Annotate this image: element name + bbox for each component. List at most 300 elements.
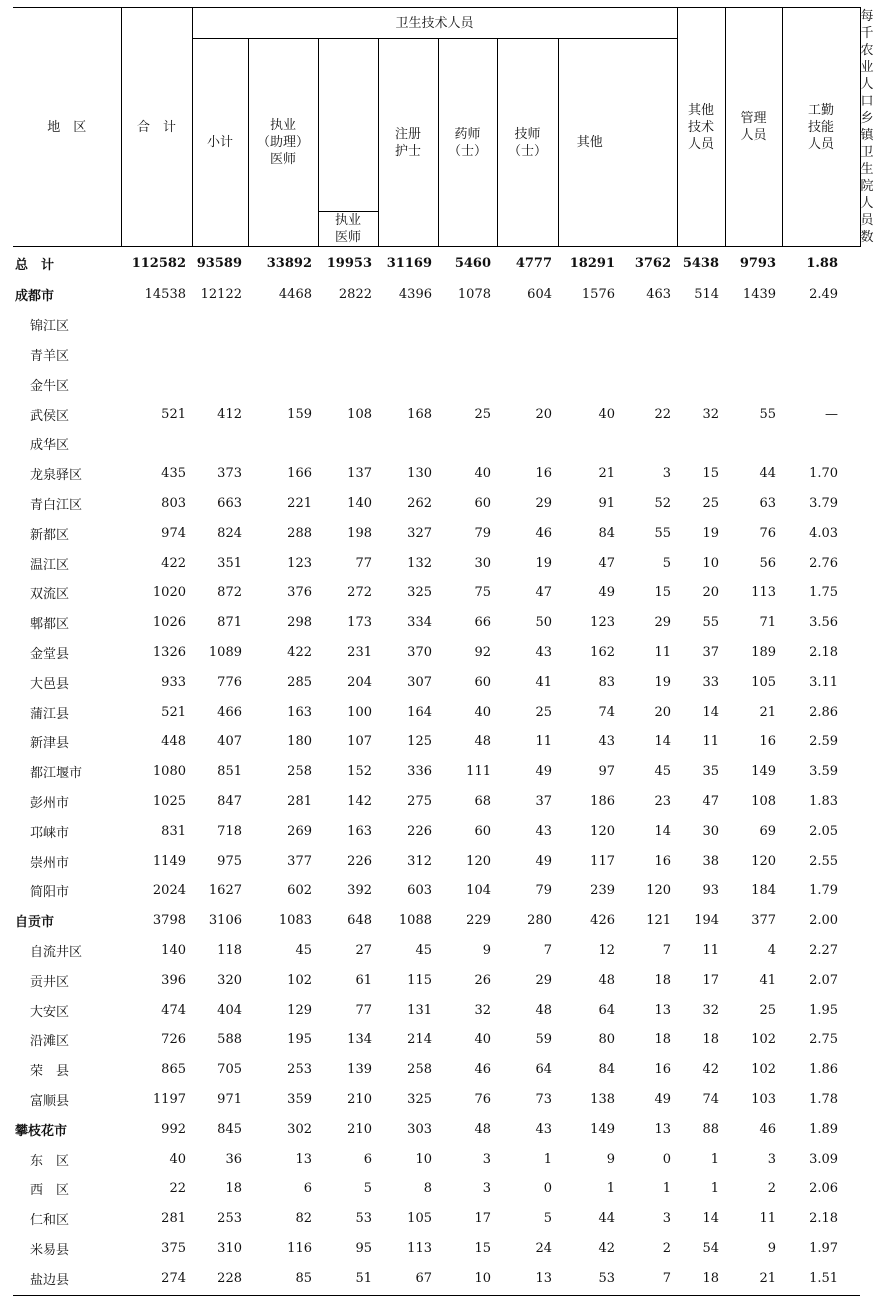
cell-value: 45 xyxy=(295,942,312,958)
cell-value: 18 xyxy=(702,1270,720,1286)
cell-value: 6 xyxy=(303,1181,312,1197)
cell-value: 11 xyxy=(535,734,552,750)
cell-value: 48 xyxy=(474,734,491,750)
region-name: 沿滩区 xyxy=(30,1034,70,1050)
cell-value: 422 xyxy=(161,555,186,571)
cell-value: 48 xyxy=(474,1121,491,1137)
cell-value: 10 xyxy=(415,1151,432,1167)
cell-value: 803 xyxy=(161,495,186,511)
region-name: 西 区 xyxy=(30,1183,70,1199)
cell-value: 2024 xyxy=(152,883,186,899)
cell-value: 298 xyxy=(287,615,312,631)
cell-value: 325 xyxy=(407,1091,432,1107)
cell-value: 82 xyxy=(295,1211,312,1227)
cell-value xyxy=(378,429,438,459)
cell-value: 107 xyxy=(347,734,372,750)
cell-value: 37 xyxy=(535,793,552,809)
cell-value: 85 xyxy=(295,1270,312,1286)
cell-value: 25 xyxy=(759,1002,777,1018)
region-name: 郫都区 xyxy=(30,617,70,633)
cell-value: 24 xyxy=(535,1240,552,1256)
cell-value: 55 xyxy=(654,525,672,541)
cell-value: 162 xyxy=(590,644,615,660)
cell-value: 123 xyxy=(287,555,312,571)
cell-value: 102 xyxy=(751,1032,777,1048)
cell-value: 13 xyxy=(295,1151,312,1167)
cell-value: 95 xyxy=(355,1240,372,1256)
cell-value: 73 xyxy=(535,1091,552,1107)
cell-value: 17 xyxy=(474,1211,491,1227)
cell-value xyxy=(677,310,725,340)
cell-value: 27 xyxy=(355,942,372,958)
cell-value xyxy=(438,340,497,370)
cell-value: 7 xyxy=(662,1270,672,1286)
cell-value: 845 xyxy=(217,1121,242,1137)
table-body xyxy=(13,247,860,1294)
cell-value: 20 xyxy=(535,406,552,422)
cell-value xyxy=(318,369,378,399)
district-row xyxy=(13,1025,860,1055)
cell-value: 29 xyxy=(535,495,552,511)
cell-value: 288 xyxy=(287,525,312,541)
cell-value: 718 xyxy=(217,823,242,839)
cell-value: 166 xyxy=(287,466,312,482)
cell-value: 115 xyxy=(407,972,432,988)
cell-value: 407 xyxy=(217,734,242,750)
region-name: 温江区 xyxy=(30,557,70,573)
cell-value: 2822 xyxy=(338,287,372,303)
cell-value: 239 xyxy=(590,883,615,899)
cell-value: 404 xyxy=(217,1002,242,1018)
cell-value: 872 xyxy=(217,585,242,601)
cell-value: 118 xyxy=(217,942,242,958)
cell-value: 521 xyxy=(161,704,186,720)
region-name: 盐边县 xyxy=(30,1272,70,1288)
cell-value: 3 xyxy=(767,1151,777,1167)
region-name: 荣 县 xyxy=(30,1064,70,1080)
cell-value: 32 xyxy=(702,406,720,422)
cell-value: 21 xyxy=(759,1270,777,1286)
cell-value: 992 xyxy=(161,1121,186,1137)
cell-value: 14 xyxy=(654,734,672,750)
cell-value: 15 xyxy=(702,466,720,482)
cell-value: 42 xyxy=(598,1240,615,1256)
cell-value: 49 xyxy=(654,1091,672,1107)
cell-value: 49 xyxy=(535,853,552,869)
cell-value xyxy=(248,310,318,340)
cell-value: 56 xyxy=(759,555,777,571)
cell-value xyxy=(558,340,621,370)
cell-value xyxy=(677,369,725,399)
cell-value: 1020 xyxy=(152,585,186,601)
district-row xyxy=(13,518,860,548)
cell-value xyxy=(725,310,782,340)
cell-value: 130 xyxy=(407,466,432,482)
header-subtotal: 小计 xyxy=(192,39,248,247)
cell-value: 1 xyxy=(710,1151,720,1167)
header-pharmacist: 药师 （士） xyxy=(438,39,497,247)
cell-value: 138 xyxy=(590,1091,615,1107)
cell-value: 79 xyxy=(535,883,552,899)
cell-value: 164 xyxy=(407,704,432,720)
cell-value: 108 xyxy=(751,793,777,809)
cell-value: 426 xyxy=(590,913,615,929)
district-row xyxy=(13,548,860,578)
cell-value: 66 xyxy=(474,615,491,631)
cell-value: 1.75 xyxy=(809,585,839,601)
cell-value: 1088 xyxy=(398,913,432,929)
cell-value: 1 xyxy=(710,1181,720,1197)
region-name: 武侯区 xyxy=(30,408,70,424)
district-row xyxy=(13,1085,860,1115)
cell-value: 229 xyxy=(466,913,491,929)
region-name: 富顺县 xyxy=(30,1093,70,1109)
cell-value xyxy=(378,310,438,340)
cell-value: 1.89 xyxy=(809,1121,839,1137)
cell-value xyxy=(438,369,497,399)
cell-value: 49 xyxy=(598,585,615,601)
cell-value: 113 xyxy=(407,1240,432,1256)
cell-value: 4.03 xyxy=(809,525,839,541)
cell-value: 11 xyxy=(759,1211,777,1227)
cell-value: 91 xyxy=(598,495,615,511)
cell-value xyxy=(192,340,248,370)
cell-value: 54 xyxy=(702,1240,720,1256)
cell-value: 262 xyxy=(407,495,432,511)
cell-value: 2.59 xyxy=(809,734,839,750)
header-health-tech: 卫生技术人员 xyxy=(192,8,677,39)
cell-value: 463 xyxy=(646,287,672,303)
cell-value: 60 xyxy=(474,674,491,690)
cell-value: 5 xyxy=(543,1211,552,1227)
cell-value: 29 xyxy=(654,615,672,631)
cell-value: 6 xyxy=(363,1151,372,1167)
cell-value: 93 xyxy=(702,883,720,899)
cell-value: 2 xyxy=(662,1240,672,1256)
district-row xyxy=(13,1055,860,1085)
region-name: 自贡市 xyxy=(15,915,55,931)
cell-value: 23 xyxy=(654,793,672,809)
cell-value: 142 xyxy=(347,793,372,809)
cell-value: 60 xyxy=(474,495,491,511)
cell-value: 2.00 xyxy=(809,913,839,929)
cell-value xyxy=(782,369,860,399)
statistics-table-sheet xyxy=(13,7,874,1293)
cell-value: 40 xyxy=(474,1032,491,1048)
cell-value: 1080 xyxy=(152,764,186,780)
cell-value: 448 xyxy=(161,734,186,750)
cell-value: 3 xyxy=(662,466,672,482)
cell-value: 47 xyxy=(598,555,615,571)
cell-value: 152 xyxy=(347,764,372,780)
district-row xyxy=(13,578,860,608)
cell-value: 47 xyxy=(702,793,720,809)
region-name: 贡井区 xyxy=(30,974,70,990)
cell-value: 163 xyxy=(347,823,372,839)
cell-value: 269 xyxy=(287,823,312,839)
cell-value: 120 xyxy=(590,823,615,839)
cell-value: 102 xyxy=(751,1062,777,1078)
cell-value: 105 xyxy=(407,1211,432,1227)
cell-value: 602 xyxy=(287,883,312,899)
cell-value: 108 xyxy=(347,406,372,422)
cell-value: 10 xyxy=(702,555,720,571)
cell-value: 97 xyxy=(598,764,615,780)
region-name: 大邑县 xyxy=(30,676,70,692)
district-row xyxy=(13,1234,860,1264)
cell-value xyxy=(192,310,248,340)
cell-value: 776 xyxy=(217,674,242,690)
cell-value: 3.59 xyxy=(809,764,839,780)
cell-value: 75 xyxy=(474,585,491,601)
cell-value: 221 xyxy=(287,495,312,511)
cell-value: 376 xyxy=(287,585,312,601)
cell-value: 9 xyxy=(482,942,491,958)
cell-value: 16 xyxy=(535,466,552,482)
cell-value: 334 xyxy=(407,615,432,631)
city-row xyxy=(13,1114,860,1144)
header-region: 地 区 xyxy=(47,119,87,135)
cell-value: 131 xyxy=(407,1002,432,1018)
cell-value: 50 xyxy=(535,615,552,631)
region-name: 总 计 xyxy=(15,258,55,273)
cell-value: 42 xyxy=(702,1062,720,1078)
cell-value: 971 xyxy=(217,1091,242,1107)
cell-value: 40 xyxy=(598,406,615,422)
cell-value: 140 xyxy=(347,495,372,511)
cell-value: 134 xyxy=(347,1032,372,1048)
region-name: 彭州市 xyxy=(30,795,70,811)
cell-value: 851 xyxy=(217,764,242,780)
cell-value: 10 xyxy=(474,1270,491,1286)
cell-value xyxy=(121,340,192,370)
header-practicing: 执业 医师 xyxy=(318,212,378,247)
cell-value: 303 xyxy=(407,1121,432,1137)
cell-value: 933 xyxy=(161,674,186,690)
region-name: 米易县 xyxy=(30,1242,70,1258)
cell-value: 285 xyxy=(287,674,312,690)
cell-value xyxy=(318,340,378,370)
cell-value: 129 xyxy=(287,1002,312,1018)
header-other-tech: 其他 技术 人员 xyxy=(677,8,725,247)
cell-value: 514 xyxy=(694,287,720,303)
health-staff-table xyxy=(13,7,874,1293)
cell-value: 80 xyxy=(598,1032,615,1048)
total-row xyxy=(13,247,860,281)
cell-value: 974 xyxy=(161,525,186,541)
cell-value: 48 xyxy=(535,1002,552,1018)
cell-value: 0 xyxy=(543,1181,552,1197)
cell-value: 121 xyxy=(646,913,672,929)
cell-value: 84 xyxy=(598,525,615,541)
cell-value: 46 xyxy=(474,1062,491,1078)
header-other: 其他 xyxy=(558,39,621,247)
cell-value: 45 xyxy=(654,764,672,780)
cell-value: 377 xyxy=(751,913,777,929)
cell-value: 35 xyxy=(702,764,720,780)
cell-value: 336 xyxy=(407,764,432,780)
cell-value: 4396 xyxy=(398,287,432,303)
cell-value xyxy=(725,429,782,459)
cell-value: 116 xyxy=(287,1240,312,1256)
cell-value xyxy=(248,429,318,459)
district-row xyxy=(13,816,860,846)
cell-value: 26 xyxy=(474,972,491,988)
cell-value: 1.86 xyxy=(809,1062,839,1078)
cell-value: 1.97 xyxy=(809,1240,839,1256)
cell-value: 16 xyxy=(654,1062,672,1078)
cell-value: 1 xyxy=(606,1181,615,1197)
cell-value: 41 xyxy=(759,972,777,988)
cell-value: 1627 xyxy=(208,883,242,899)
region-name: 金堂县 xyxy=(30,646,70,662)
cell-value: 204 xyxy=(347,674,372,690)
cell-value: 60 xyxy=(474,823,491,839)
cell-value: 14 xyxy=(702,704,720,720)
cell-value: 2.27 xyxy=(809,942,839,958)
cell-value: 327 xyxy=(407,525,432,541)
cell-value: 22 xyxy=(654,406,672,422)
cell-value xyxy=(558,369,621,399)
cell-value: 5438 xyxy=(682,256,720,271)
cell-value: 210 xyxy=(347,1091,372,1107)
cell-value: 18 xyxy=(702,1032,720,1048)
district-row xyxy=(13,489,860,519)
cell-value: 77 xyxy=(355,1002,372,1018)
region-name: 双流区 xyxy=(30,587,70,603)
cell-value xyxy=(621,310,677,340)
cell-value: 52 xyxy=(654,495,672,511)
district-row xyxy=(13,965,860,995)
cell-value: 377 xyxy=(287,853,312,869)
header-technician: 技师 （士） xyxy=(497,39,558,247)
cell-value xyxy=(782,429,860,459)
district-row xyxy=(13,936,860,966)
cell-value: 435 xyxy=(161,466,186,482)
cell-value: 53 xyxy=(355,1211,372,1227)
cell-value: 2.06 xyxy=(809,1181,839,1197)
cell-value: 7 xyxy=(543,942,552,958)
cell-value xyxy=(438,310,497,340)
cell-value xyxy=(782,310,860,340)
cell-value: 663 xyxy=(217,495,242,511)
cell-value: 375 xyxy=(161,1240,186,1256)
cell-value: 1078 xyxy=(457,287,491,303)
cell-value: 648 xyxy=(347,913,372,929)
cell-value: 1026 xyxy=(152,615,186,631)
district-row xyxy=(13,310,860,340)
cell-value: 11 xyxy=(702,734,720,750)
cell-value: 186 xyxy=(590,793,615,809)
cell-value: 46 xyxy=(759,1121,777,1137)
cell-value xyxy=(378,369,438,399)
cell-value xyxy=(121,369,192,399)
cell-value: 18 xyxy=(225,1181,242,1197)
district-row xyxy=(13,459,860,489)
cell-value: 18291 xyxy=(569,256,615,271)
cell-value: 12122 xyxy=(200,287,242,303)
cell-value: 11 xyxy=(702,942,720,958)
cell-value: 604 xyxy=(527,287,552,303)
cell-value xyxy=(497,429,558,459)
cell-value: 474 xyxy=(161,1002,186,1018)
cell-value: 93589 xyxy=(196,256,242,271)
cell-value: 159 xyxy=(287,406,312,422)
cell-value: 228 xyxy=(217,1270,242,1286)
district-row xyxy=(13,340,860,370)
cell-value: 272 xyxy=(347,585,372,601)
cell-value: 30 xyxy=(702,823,720,839)
cell-value xyxy=(121,310,192,340)
cell-value: 370 xyxy=(407,644,432,660)
cell-value: 113 xyxy=(751,585,777,601)
region-name: 蒲江县 xyxy=(30,706,70,722)
cell-value: 9 xyxy=(606,1151,615,1167)
region-name: 自流井区 xyxy=(30,944,83,960)
cell-value xyxy=(621,340,677,370)
cell-value: 3798 xyxy=(152,913,186,929)
cell-value: 359 xyxy=(287,1091,312,1107)
cell-value: 41 xyxy=(535,674,552,690)
cell-value xyxy=(192,429,248,459)
cell-value xyxy=(318,310,378,340)
cell-value: 0 xyxy=(662,1151,672,1167)
cell-value: 49 xyxy=(535,764,552,780)
cell-value: 120 xyxy=(751,853,777,869)
cell-value xyxy=(248,340,318,370)
district-row xyxy=(13,369,860,399)
cell-value xyxy=(782,340,860,370)
district-row xyxy=(13,787,860,817)
cell-value xyxy=(725,369,782,399)
cell-value: 466 xyxy=(217,704,242,720)
cell-value: 14538 xyxy=(144,287,186,303)
cell-value: 13 xyxy=(535,1270,552,1286)
cell-value: 847 xyxy=(217,793,242,809)
cell-value: 44 xyxy=(598,1211,615,1227)
cell-value xyxy=(497,369,558,399)
cell-value: 2.05 xyxy=(809,823,839,839)
cell-value: 13 xyxy=(654,1121,672,1137)
cell-value xyxy=(558,310,621,340)
cell-value: 112582 xyxy=(131,256,186,271)
district-row xyxy=(13,757,860,787)
cell-value: 3762 xyxy=(634,256,672,271)
cell-value: 1.95 xyxy=(809,1002,839,1018)
cell-value: 3.79 xyxy=(809,495,839,511)
region-name: 攀枝花市 xyxy=(15,1123,68,1139)
cell-value: 68 xyxy=(474,793,491,809)
cell-value: 43 xyxy=(535,823,552,839)
cell-value xyxy=(438,429,497,459)
cell-value: 194 xyxy=(694,913,720,929)
cell-value: 25 xyxy=(474,406,491,422)
cell-value: 824 xyxy=(217,525,242,541)
cell-value: 83 xyxy=(598,674,615,690)
cell-value xyxy=(378,340,438,370)
cell-value: 132 xyxy=(407,555,432,571)
cell-value: 3 xyxy=(662,1211,672,1227)
cell-value: 4468 xyxy=(278,287,312,303)
cell-value: 312 xyxy=(407,853,432,869)
cell-value: 32 xyxy=(474,1002,491,1018)
cell-value: 103 xyxy=(751,1091,777,1107)
district-row xyxy=(13,846,860,876)
cell-value: 258 xyxy=(407,1062,432,1078)
cell-value: 310 xyxy=(217,1240,242,1256)
cell-value: 3.11 xyxy=(809,674,839,690)
cell-value: 1 xyxy=(543,1151,552,1167)
